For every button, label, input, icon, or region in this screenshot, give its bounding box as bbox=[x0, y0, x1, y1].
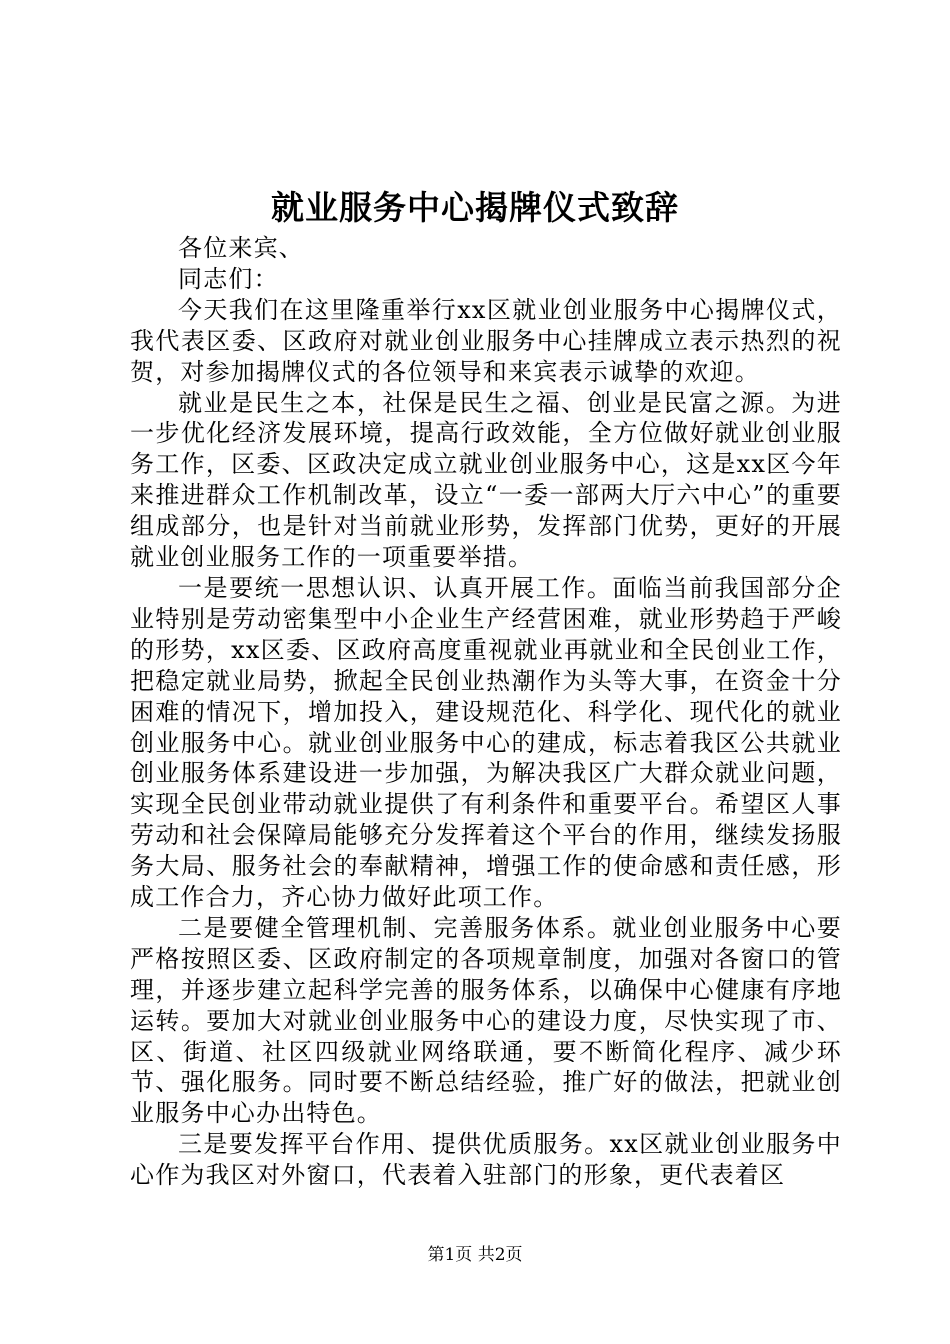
page-number-footer: 第1页 共2页 bbox=[427, 1245, 523, 1265]
paragraph: 就业是民生之本，社保是民生之福、创业是民富之源。为进一步优化经济发展环境，提高行政效能，全方位做好就业创业服务工作，区委、区政决定成立就业创业服务中心，这是xx区今年来推进群众工作机制改革，设立“一委一部两大厅六中心”的重要组成部分，也是针对当前就业形势，发挥部门优势，更好的开展就业创业服务工作的一项重要举措。 bbox=[130, 388, 842, 572]
paragraph: 二是要健全管理机制、完善服务体系。就业创业服务中心要严格按照区委、区政府制定的各项规章制度，加强对各窗口的管理，并逐步建立起科学完善的服务体系，以确保中心健康有序地运转。要加大对就业创业服务中心的建设力度，尽快实现了市、区、街道、社区四级就业网络联通，要不断简化程序、减少环节、强化服务。同时要不断总结经验，推广好的做法，把就业创业服务中心办出特色。 bbox=[130, 913, 842, 1128]
salutation-line: 各位来宾、 bbox=[178, 234, 304, 262]
paragraph: 一是要统一思想认识、认真开展工作。面临当前我国部分企业特别是劳动密集型中小企业生产经营困难，就业形势趋于严峻的形势，xx区委、区政府高度重视就业再就业和全民创业工作，把稳定就业局势，掀起全民创业热潮作为头等大事，在资金十分困难的情况下，增加投入，建设规范化、科学化、现代化的就业创业服务中心。就业创业服务中心的建成，标志着我区公共就业创业服务体系建设进一步加强，为解决我区广大群众就业问题，实现全民创业带动就业提供了有利条件和重要平台。希望区人事劳动和社会保障局能够充分发挥着这个平台的作用，继续发扬服务大局、服务社会的奉献精神，增强工作的使命感和责任感，形成工作合力，齐心协力做好此项工作。 bbox=[130, 573, 842, 912]
paragraph: 三是要发挥平台作用、提供优质服务。xx区就业创业服务中心作为我区对外窗口，代表着入驻部门的形象，更代表着区 bbox=[130, 1130, 842, 1190]
salutation-line: 同志们： bbox=[178, 264, 279, 293]
document-body bbox=[130, 233, 842, 1191]
document-title: 就业服务中心揭牌仪式致辞 bbox=[271, 188, 679, 227]
paragraph: 今天我们在这里隆重举行xx区就业创业服务中心揭牌仪式，我代表区委、区政府对就业创业服务中心挂牌成立表示热烈的祝贺，对参加揭牌仪式的各位领导和来宾表示诚挚的欢迎。 bbox=[130, 295, 842, 386]
